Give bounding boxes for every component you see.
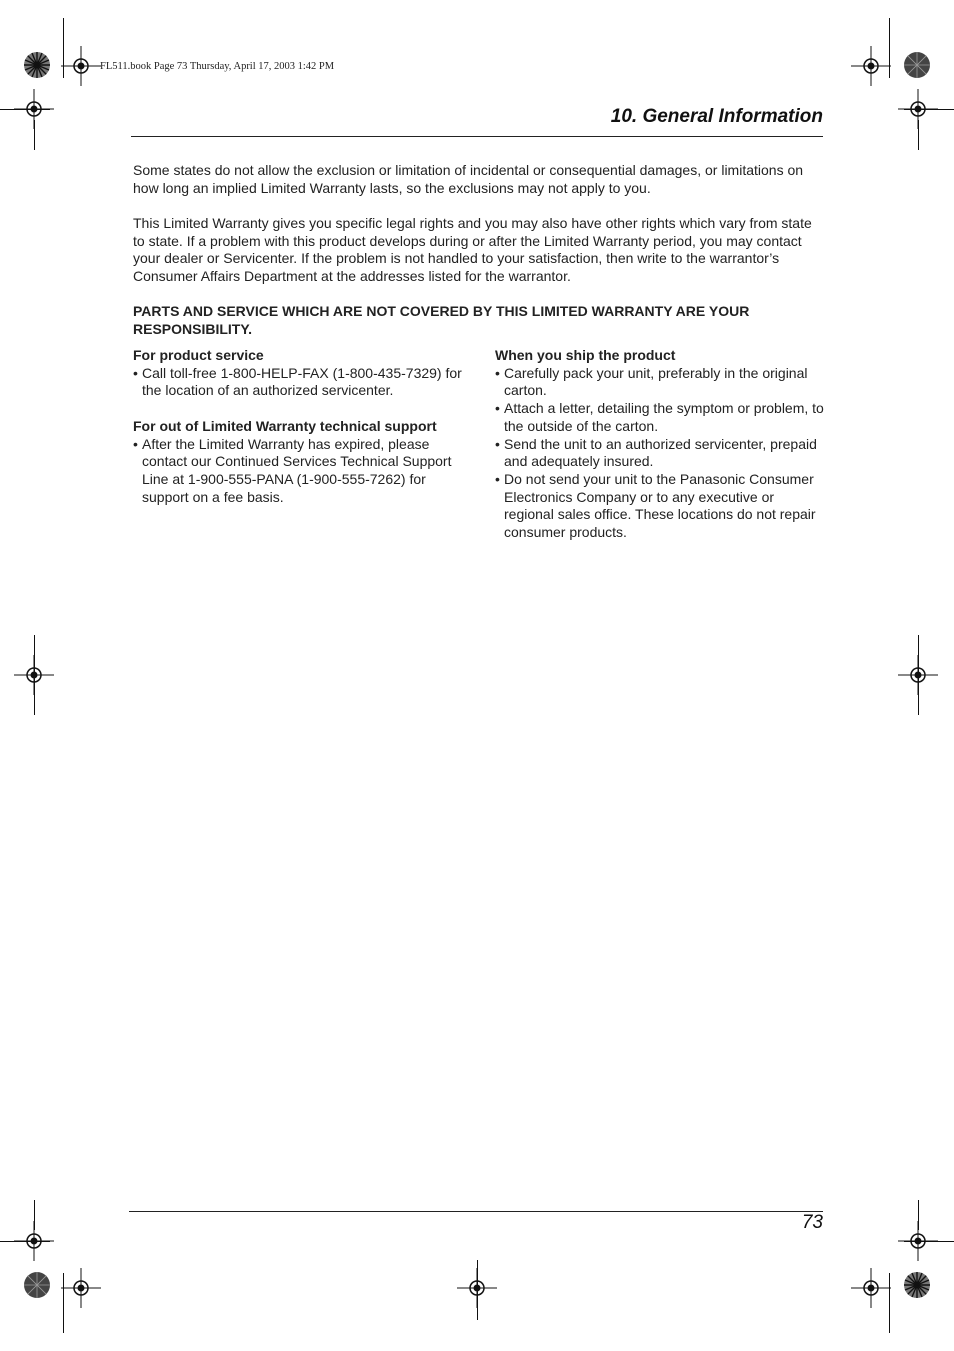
bullet: • [133, 364, 138, 381]
list-item [495, 400, 825, 435]
crosshair-target-icon [61, 46, 101, 86]
crop-mark [63, 1273, 64, 1333]
crop-mark [0, 109, 50, 110]
crop-mark [34, 1200, 35, 1230]
list-item [495, 365, 825, 400]
paragraph-exclusions: Some states do not allow the exclusion or limitation of incidental or consequential damages, or limitations on how long an implied Limited Warranty lasts, so the exclusions may not apply to you. [133, 162, 804, 196]
crop-mark [63, 18, 64, 78]
list-item [495, 471, 825, 542]
crop-mark [918, 1200, 919, 1230]
crop-mark [477, 1260, 478, 1320]
crop-mark [889, 1273, 890, 1333]
crosshair-target-icon [61, 1268, 101, 1308]
list-item-text: Send the unit to an authorized servicenter, prepaid and adequately insured. [504, 435, 817, 470]
crop-mark [34, 120, 35, 150]
list-item-text: Call toll-free 1-800-HELP-FAX (1-800-435-7329) for the location of an authorized servicenter. [142, 364, 462, 399]
crop-mark [918, 120, 919, 150]
starburst-wheel-icon [903, 51, 931, 79]
list-item [495, 436, 825, 471]
left-column [133, 347, 463, 506]
starburst-wheel-icon [23, 1271, 51, 1299]
crop-mark [0, 1241, 50, 1242]
crop-mark [904, 109, 954, 110]
list-item [133, 365, 463, 400]
page-title: 10. General Information [610, 106, 823, 127]
starburst-wheel-icon [903, 1271, 931, 1299]
bullet: • [495, 400, 500, 417]
starburst-wheel-icon [23, 51, 51, 79]
bullet: • [495, 364, 500, 381]
crop-mark [918, 635, 919, 715]
footer-rule [129, 1211, 823, 1212]
crosshair-target-icon [851, 1268, 891, 1308]
list-item-text: Carefully pack your unit, preferably in the original carton. [504, 364, 808, 399]
right-column [495, 347, 825, 542]
page-number: 73 [801, 1212, 823, 1233]
ship-product-heading: When you ship the product [495, 347, 676, 363]
list-item [133, 436, 463, 507]
crop-mark [34, 635, 35, 715]
list-item-text: Do not send your unit to the Panasonic Consumer Electronics Company or to any executive or regional sales office. These locations do not repair consumer products. [504, 470, 816, 541]
paragraph-legal-rights: This Limited Warranty gives you specific legal rights and you may also have other rights which vary from state to state. If a problem with this product develops during or after the Limited Warranty period, you may contact your dealer or Servicenter. If the problem is not handled to your satisfaction, then write to the warrantor’s Consumer Affairs Department at the addresses listed for the warrantor. [133, 215, 812, 285]
header-rule [131, 136, 823, 137]
bullet: • [495, 435, 500, 452]
crop-mark [904, 1241, 954, 1242]
product-service-heading: For product service [133, 347, 264, 363]
tech-support-heading: For out of Limited Warranty technical support [133, 417, 437, 434]
responsibility-notice: PARTS AND SERVICE WHICH ARE NOT COVERED BY THIS LIMITED WARRANTY ARE YOUR RESPONSIBILITY. [133, 303, 750, 337]
crop-mark [889, 18, 890, 78]
list-item-text: After the Limited Warranty has expired, please contact our Continued Services Technical Support Line at 1-900-555-PANA (1-900-555-7262) for support on a fee basis. [142, 435, 452, 505]
crosshair-target-icon [851, 46, 891, 86]
bullet: • [495, 470, 500, 487]
bullet: • [133, 435, 138, 452]
list-item-text: Attach a letter, detailing the symptom or problem, to the outside of the carton. [504, 400, 824, 434]
print-info: FL511.book Page 73 Thursday, April 17, 2003 1:42 PM [100, 61, 335, 72]
